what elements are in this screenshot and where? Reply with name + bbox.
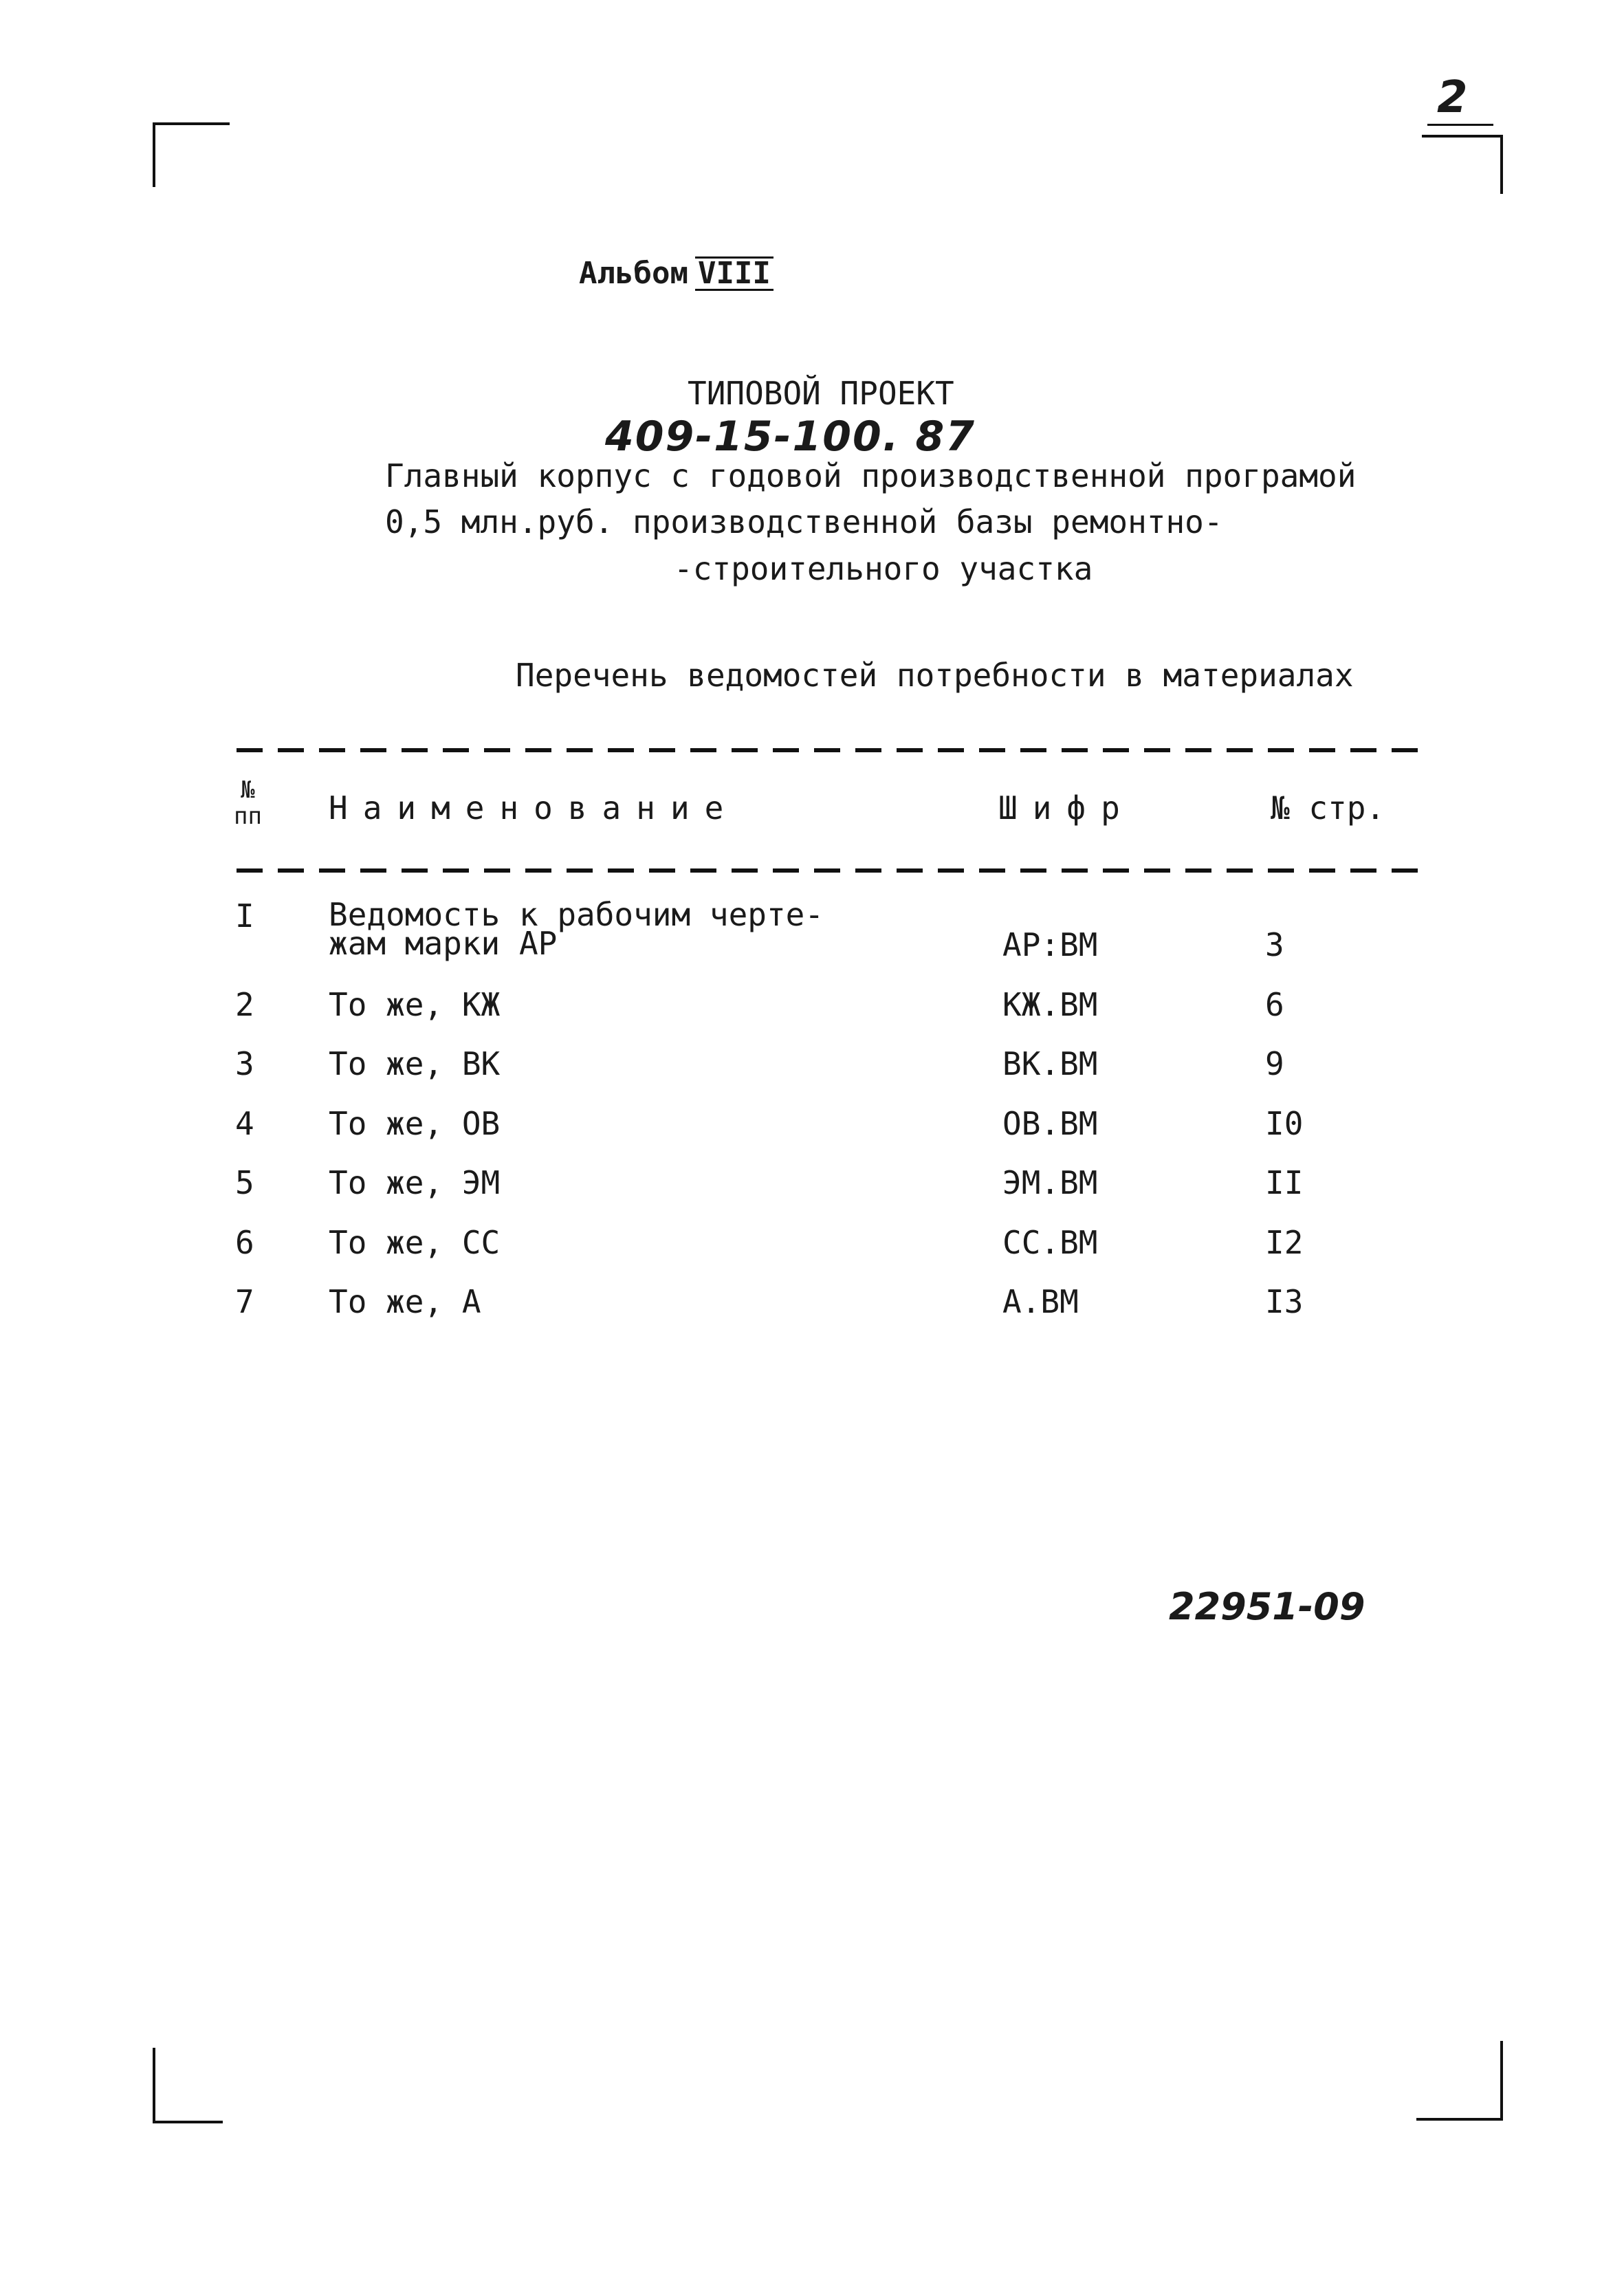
row-code: ВК.ВМ [1002, 1045, 1098, 1082]
table-row [0, 1164, 1624, 1219]
row-page: I2 [1265, 1224, 1304, 1261]
archive-number: 22951-09 [1169, 1585, 1365, 1628]
corner-mark-bottom-right [1500, 2041, 1503, 2121]
header-number [234, 777, 262, 829]
corner-mark-bottom-left [153, 2048, 155, 2123]
row-number: 4 [235, 1105, 254, 1142]
row-page: I0 [1265, 1105, 1304, 1142]
row-name: То же, ВК [329, 1045, 501, 1082]
header-code: Шифр [998, 789, 1135, 827]
list-title: Перечень ведомостей потребности в материалах [516, 657, 1354, 694]
corner-mark-top-left [153, 122, 230, 125]
row-number: 5 [235, 1164, 254, 1201]
row-page: 6 [1265, 986, 1284, 1023]
header-number-sign: № [241, 776, 255, 804]
project-title-line: 0,5 млн.руб. производственной базы ремонтно- [385, 503, 1223, 540]
corner-mark-top-right [1422, 135, 1503, 138]
table-row [0, 897, 1624, 973]
table-row [0, 1224, 1624, 1279]
table-header-rule [237, 868, 1426, 873]
table-row [0, 1283, 1624, 1338]
row-name-line: жам марки АР [329, 925, 558, 962]
row-number: 3 [235, 1045, 254, 1082]
header-page: № стр. [1271, 789, 1385, 827]
project-title-line: Главный корпус с годовой производственной програмой [385, 457, 1357, 494]
row-name: То же, ЭМ [329, 1164, 501, 1201]
row-name: То же, ОВ [329, 1105, 501, 1142]
album-heading [579, 256, 773, 291]
corner-mark-bottom-right [1416, 2118, 1503, 2121]
row-name: То же, А [329, 1283, 481, 1320]
row-code: ЭМ.ВМ [1002, 1164, 1098, 1201]
row-code: АР:ВМ [1002, 926, 1098, 963]
row-number: I [235, 897, 254, 934]
row-name [329, 896, 824, 962]
document-type: ТИПОВОЙ ПРОЕКТ [688, 375, 954, 412]
corner-mark-top-right [1500, 135, 1503, 194]
row-name: То же, СС [329, 1224, 501, 1261]
row-page: II [1265, 1164, 1304, 1201]
row-code: ОВ.ВМ [1002, 1105, 1098, 1142]
row-code: КЖ.ВМ [1002, 986, 1098, 1023]
row-code: А.ВМ [1002, 1283, 1079, 1320]
header-name: Наименование [329, 789, 739, 827]
project-title-line: -строительного участка [674, 550, 1093, 587]
album-label: Альбом [579, 256, 688, 291]
album-number: VIII [695, 256, 773, 291]
page-number: 2 [1437, 72, 1468, 123]
row-page: 3 [1265, 926, 1284, 963]
table-row [0, 1045, 1624, 1100]
page-number-underline [1427, 124, 1493, 126]
row-name-line: Ведомость к рабочим черте- [329, 896, 824, 933]
table-row [0, 1105, 1624, 1160]
row-number: 2 [235, 986, 254, 1023]
row-name: То же, КЖ [329, 986, 501, 1023]
corner-mark-top-left [153, 122, 155, 187]
row-code: СС.ВМ [1002, 1224, 1098, 1261]
row-number: 7 [235, 1283, 254, 1320]
row-page: I3 [1265, 1283, 1304, 1320]
table-row [0, 986, 1624, 1041]
corner-mark-bottom-left [153, 2121, 223, 2123]
project-code: 409-15-100. 87 [605, 413, 976, 461]
table-top-rule [237, 748, 1426, 752]
row-number: 6 [235, 1224, 254, 1261]
row-page: 9 [1265, 1045, 1284, 1082]
header-number-pp: пп [234, 802, 262, 830]
